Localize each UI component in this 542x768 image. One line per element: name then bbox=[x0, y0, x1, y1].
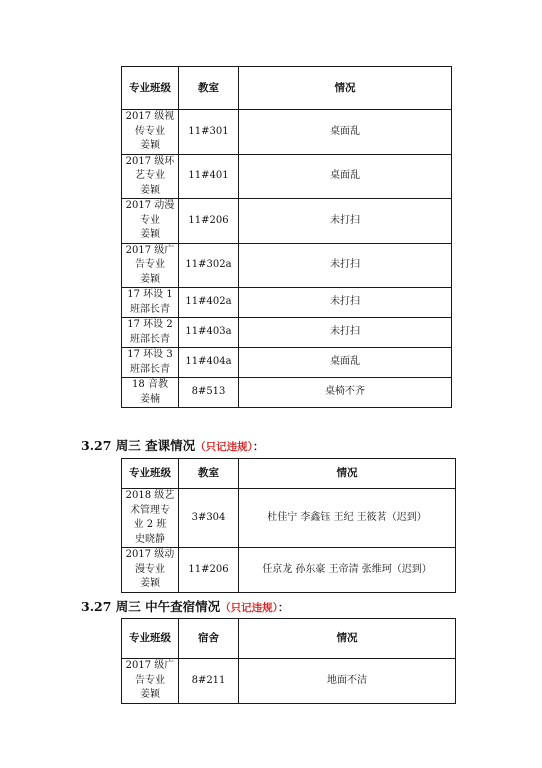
table-row bbox=[122, 199, 452, 244]
table-header-row bbox=[122, 67, 452, 110]
cell-class: 2017 级广 告专业 姜颖 bbox=[122, 659, 179, 704]
cell-status: 未打扫 bbox=[239, 199, 452, 244]
cell-class: 2017 级动 漫专业 姜颖 bbox=[122, 548, 179, 593]
header-status: 情况 bbox=[239, 67, 452, 110]
cell-class: 2017 级广 告专业 姜颖 bbox=[122, 243, 179, 288]
cell-status: 杜佳宁 李鑫钰 王纪 王筱茗（迟到） bbox=[239, 489, 456, 548]
table-row bbox=[122, 348, 452, 378]
cell-status: 桌面乱 bbox=[239, 348, 452, 378]
table-row bbox=[122, 378, 452, 408]
cell-status: 桌面乱 bbox=[239, 110, 452, 155]
table-header-row bbox=[122, 619, 456, 659]
table-row bbox=[122, 154, 452, 199]
cell-class: 17 环设 2 班部长青 bbox=[122, 318, 179, 348]
cell-class: 18 音教 姜楠 bbox=[122, 378, 179, 408]
table-row bbox=[122, 110, 452, 155]
table-row bbox=[122, 548, 456, 593]
header-class: 专业班级 bbox=[122, 459, 179, 489]
table-row bbox=[122, 243, 452, 288]
table-row bbox=[122, 659, 456, 704]
header-dorm: 宿舍 bbox=[179, 619, 239, 659]
inspection-table-3 bbox=[121, 618, 456, 704]
cell-class: 2018 级艺 术管理专 业 2 班 史晓静 bbox=[122, 489, 179, 548]
cell-status: 桌面乱 bbox=[239, 154, 452, 199]
cell-room: 11#403a bbox=[179, 318, 239, 348]
cell-room: 3#304 bbox=[179, 489, 239, 548]
inspection-table-1 bbox=[121, 66, 452, 408]
cell-status: 未打扫 bbox=[239, 318, 452, 348]
cell-class: 2017 动漫 专业 姜颖 bbox=[122, 199, 179, 244]
cell-room: 11#302a bbox=[179, 243, 239, 288]
cell-room: 11#301 bbox=[179, 110, 239, 155]
cell-class: 17 环设 3 班部长青 bbox=[122, 348, 179, 378]
cell-status: 桌椅不齐 bbox=[239, 378, 452, 408]
cell-room: 11#402a bbox=[179, 288, 239, 318]
cell-status: 未打扫 bbox=[239, 243, 452, 288]
table-row bbox=[122, 288, 452, 318]
cell-room: 8#513 bbox=[179, 378, 239, 408]
section-heading-class-check bbox=[81, 436, 264, 454]
table-row bbox=[122, 318, 452, 348]
cell-dorm: 8#211 bbox=[179, 659, 239, 704]
cell-room: 11#206 bbox=[179, 199, 239, 244]
violation-note: （只记违规） bbox=[220, 602, 278, 614]
section-title: 3.27 周三 查课情况 bbox=[81, 438, 196, 453]
header-status: 情况 bbox=[239, 459, 456, 489]
section-heading-dorm-check bbox=[81, 597, 289, 615]
cell-room: 11#206 bbox=[179, 548, 239, 593]
cell-class: 2017 级环 艺专业 姜颖 bbox=[122, 154, 179, 199]
heading-colon: ： bbox=[252, 440, 264, 453]
cell-status: 地面不洁 bbox=[239, 659, 456, 704]
header-status: 情况 bbox=[239, 619, 456, 659]
section-title: 3.27 周三 中午查宿情况 bbox=[81, 599, 221, 614]
table-header-row bbox=[122, 459, 456, 489]
cell-status: 未打扫 bbox=[239, 288, 452, 318]
violation-note: （只记违规） bbox=[195, 441, 253, 453]
cell-status: 任京龙 孙东豪 王帝清 张维珂（迟到） bbox=[239, 548, 456, 593]
inspection-table-2 bbox=[121, 458, 456, 593]
header-room: 教室 bbox=[179, 67, 239, 110]
cell-room: 11#401 bbox=[179, 154, 239, 199]
header-class: 专业班级 bbox=[122, 619, 179, 659]
cell-class: 2017 级视 传专业 姜颖 bbox=[122, 110, 179, 155]
cell-room: 11#404a bbox=[179, 348, 239, 378]
cell-class: 17 环设 1 班部长青 bbox=[122, 288, 179, 318]
header-room: 教室 bbox=[179, 459, 239, 489]
table-row bbox=[122, 489, 456, 548]
header-class: 专业班级 bbox=[122, 67, 179, 110]
heading-colon: ： bbox=[277, 601, 289, 614]
